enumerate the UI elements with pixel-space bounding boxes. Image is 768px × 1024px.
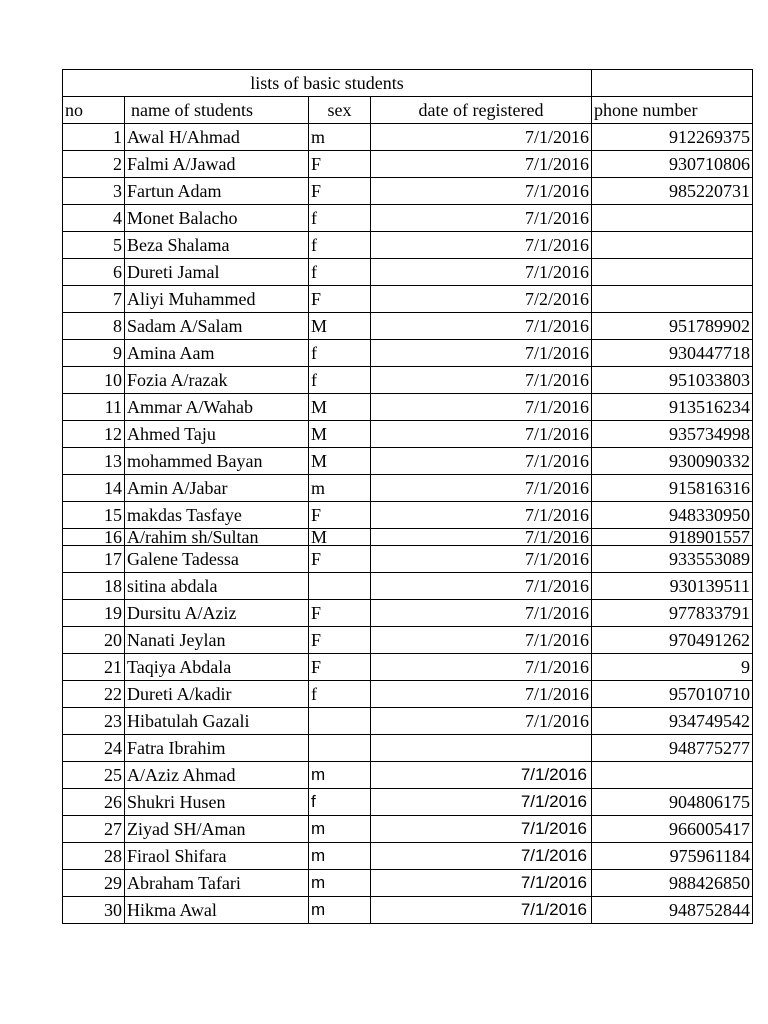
title-empty-cell (592, 70, 753, 97)
registration-date: 7/1/2016 (371, 789, 592, 816)
table-row (63, 870, 753, 897)
table-row (63, 654, 753, 681)
header-phone: phone number (592, 97, 753, 124)
registration-date: 7/1/2016 (371, 259, 592, 286)
table-row (63, 735, 753, 762)
phone-number: 977833791 (592, 600, 753, 627)
student-sex: M (309, 394, 371, 421)
row-number: 25 (63, 762, 125, 789)
registration-date: 7/1/2016 (371, 502, 592, 529)
student-name: Abraham Tafari (125, 870, 309, 897)
header-date: date of registered (371, 97, 592, 124)
row-number: 24 (63, 735, 125, 762)
registration-date: 7/1/2016 (371, 124, 592, 151)
student-name: Hikma Awal (125, 897, 309, 924)
row-number: 19 (63, 600, 125, 627)
student-sex: f (309, 789, 371, 816)
table-row (63, 843, 753, 870)
row-number: 3 (63, 178, 125, 205)
table-title: lists of basic students (63, 70, 592, 97)
phone-number: 9 (592, 654, 753, 681)
table-row (63, 232, 753, 259)
student-sex: f (309, 232, 371, 259)
row-number: 6 (63, 259, 125, 286)
student-name: Nanati Jeylan (125, 627, 309, 654)
phone-number: 930090332 (592, 448, 753, 475)
phone-number: 912269375 (592, 124, 753, 151)
phone-number: 988426850 (592, 870, 753, 897)
table-row (63, 259, 753, 286)
registration-date: 7/1/2016 (371, 627, 592, 654)
header-sex: sex (309, 97, 371, 124)
registration-date: 7/1/2016 (371, 205, 592, 232)
registration-date: 7/1/2016 (371, 870, 592, 897)
phone-number: 918901557 (592, 529, 753, 546)
student-name: mohammed Bayan (125, 448, 309, 475)
student-sex: M (309, 313, 371, 340)
table-row (63, 627, 753, 654)
row-number: 1 (63, 124, 125, 151)
student-sex: m (309, 870, 371, 897)
row-number: 26 (63, 789, 125, 816)
table-row (63, 313, 753, 340)
student-sex: F (309, 178, 371, 205)
registration-date: 7/1/2016 (371, 421, 592, 448)
student-sex: f (309, 340, 371, 367)
row-number: 13 (63, 448, 125, 475)
phone-number: 915816316 (592, 475, 753, 502)
student-sex: F (309, 600, 371, 627)
student-name: Ahmed Taju (125, 421, 309, 448)
table-row (63, 600, 753, 627)
registration-date: 7/1/2016 (371, 762, 592, 789)
table-row (63, 367, 753, 394)
row-number: 20 (63, 627, 125, 654)
row-number: 7 (63, 286, 125, 313)
phone-number: 904806175 (592, 789, 753, 816)
registration-date: 7/2/2016 (371, 286, 592, 313)
phone-number: 951033803 (592, 367, 753, 394)
row-number: 15 (63, 502, 125, 529)
table-row (63, 502, 753, 529)
table-row (63, 681, 753, 708)
registration-date: 7/1/2016 (371, 232, 592, 259)
phone-number: 970491262 (592, 627, 753, 654)
registration-date: 7/1/2016 (371, 394, 592, 421)
row-number: 17 (63, 546, 125, 573)
table-row (63, 573, 753, 600)
phone-number: 948330950 (592, 502, 753, 529)
table-row (63, 816, 753, 843)
phone-number: 966005417 (592, 816, 753, 843)
student-sex (309, 735, 371, 762)
phone-number: 930139511 (592, 573, 753, 600)
phone-number (592, 205, 753, 232)
table-row (63, 546, 753, 573)
student-sex: F (309, 654, 371, 681)
row-number: 22 (63, 681, 125, 708)
student-name: Beza Shalama (125, 232, 309, 259)
row-number: 23 (63, 708, 125, 735)
student-name: Firaol Shifara (125, 843, 309, 870)
phone-number (592, 232, 753, 259)
row-number: 14 (63, 475, 125, 502)
phone-number: 930710806 (592, 151, 753, 178)
table-row (63, 789, 753, 816)
student-sex: M (309, 421, 371, 448)
student-name: Hibatulah Gazali (125, 708, 309, 735)
phone-number: 975961184 (592, 843, 753, 870)
header-row (63, 97, 753, 124)
phone-number: 933553089 (592, 546, 753, 573)
row-number: 30 (63, 897, 125, 924)
table-row (63, 475, 753, 502)
header-no: no (63, 97, 125, 124)
registration-date: 7/1/2016 (371, 681, 592, 708)
student-sex: f (309, 367, 371, 394)
table-row (63, 529, 753, 546)
student-name: Ziyad SH/Aman (125, 816, 309, 843)
student-sex: f (309, 681, 371, 708)
student-sex: M (309, 529, 371, 546)
row-number: 27 (63, 816, 125, 843)
student-sex: F (309, 627, 371, 654)
table-row (63, 762, 753, 789)
phone-number: 948752844 (592, 897, 753, 924)
student-name: Fartun Adam (125, 178, 309, 205)
table-row (63, 151, 753, 178)
registration-date: 7/1/2016 (371, 843, 592, 870)
student-sex: F (309, 286, 371, 313)
table-row (63, 897, 753, 924)
student-name: Galene Tadessa (125, 546, 309, 573)
registration-date: 7/1/2016 (371, 178, 592, 205)
registration-date: 7/1/2016 (371, 151, 592, 178)
phone-number (592, 286, 753, 313)
student-sex: F (309, 502, 371, 529)
phone-number: 948775277 (592, 735, 753, 762)
registration-date: 7/1/2016 (371, 573, 592, 600)
registration-date: 7/1/2016 (371, 367, 592, 394)
student-name: Taqiya Abdala (125, 654, 309, 681)
phone-number: 951789902 (592, 313, 753, 340)
phone-number: 913516234 (592, 394, 753, 421)
student-name: Shukri Husen (125, 789, 309, 816)
phone-number: 935734998 (592, 421, 753, 448)
registration-date: 7/1/2016 (371, 340, 592, 367)
student-name: Amin A/Jabar (125, 475, 309, 502)
student-sex: M (309, 448, 371, 475)
row-number: 21 (63, 654, 125, 681)
table-row (63, 286, 753, 313)
student-sex (309, 573, 371, 600)
student-name: A/Aziz Ahmad (125, 762, 309, 789)
registration-date: 7/1/2016 (371, 654, 592, 681)
table-row (63, 708, 753, 735)
registration-date: 7/1/2016 (371, 816, 592, 843)
row-number: 5 (63, 232, 125, 259)
student-sex: F (309, 546, 371, 573)
student-sex: f (309, 259, 371, 286)
registration-date: 7/1/2016 (371, 897, 592, 924)
student-name: Ammar A/Wahab (125, 394, 309, 421)
table-row (63, 340, 753, 367)
table-body (63, 70, 753, 924)
student-name: Dursitu A/Aziz (125, 600, 309, 627)
student-name: Aliyi Muhammed (125, 286, 309, 313)
registration-date: 7/1/2016 (371, 448, 592, 475)
table-row (63, 394, 753, 421)
student-name: Falmi A/Jawad (125, 151, 309, 178)
registration-date: 7/1/2016 (371, 529, 592, 546)
row-number: 18 (63, 573, 125, 600)
row-number: 16 (63, 529, 125, 546)
student-sex: m (309, 897, 371, 924)
student-sex: m (309, 124, 371, 151)
student-name: Fozia A/razak (125, 367, 309, 394)
student-name: sitina abdala (125, 573, 309, 600)
registration-date: 7/1/2016 (371, 546, 592, 573)
phone-number: 985220731 (592, 178, 753, 205)
student-sex: f (309, 205, 371, 232)
row-number: 10 (63, 367, 125, 394)
table-row (63, 421, 753, 448)
table-row (63, 178, 753, 205)
student-name: makdas Tasfaye (125, 502, 309, 529)
row-number: 8 (63, 313, 125, 340)
row-number: 4 (63, 205, 125, 232)
phone-number: 957010710 (592, 681, 753, 708)
row-number: 9 (63, 340, 125, 367)
phone-number: 934749542 (592, 708, 753, 735)
phone-number (592, 762, 753, 789)
student-sex (309, 708, 371, 735)
row-number: 12 (63, 421, 125, 448)
registration-date: 7/1/2016 (371, 708, 592, 735)
registration-date: 7/1/2016 (371, 475, 592, 502)
student-name: A/rahim sh/Sultan (125, 529, 309, 546)
row-number: 2 (63, 151, 125, 178)
row-number: 29 (63, 870, 125, 897)
phone-number (592, 259, 753, 286)
student-sex: m (309, 816, 371, 843)
student-sex: F (309, 151, 371, 178)
title-row (63, 70, 753, 97)
student-sex: m (309, 843, 371, 870)
student-name: Awal H/Ahmad (125, 124, 309, 151)
student-sex: m (309, 475, 371, 502)
registration-date: 7/1/2016 (371, 600, 592, 627)
header-name: name of students (125, 97, 309, 124)
student-name: Sadam A/Salam (125, 313, 309, 340)
registration-date (371, 735, 592, 762)
table-row (63, 124, 753, 151)
row-number: 28 (63, 843, 125, 870)
row-number: 11 (63, 394, 125, 421)
student-list-table (62, 69, 753, 924)
table-row (63, 205, 753, 232)
student-name: Dureti Jamal (125, 259, 309, 286)
student-name: Fatra Ibrahim (125, 735, 309, 762)
registration-date: 7/1/2016 (371, 313, 592, 340)
student-name: Amina Aam (125, 340, 309, 367)
table-row (63, 448, 753, 475)
student-name: Monet Balacho (125, 205, 309, 232)
student-sex: m (309, 762, 371, 789)
phone-number: 930447718 (592, 340, 753, 367)
student-name: Dureti A/kadir (125, 681, 309, 708)
